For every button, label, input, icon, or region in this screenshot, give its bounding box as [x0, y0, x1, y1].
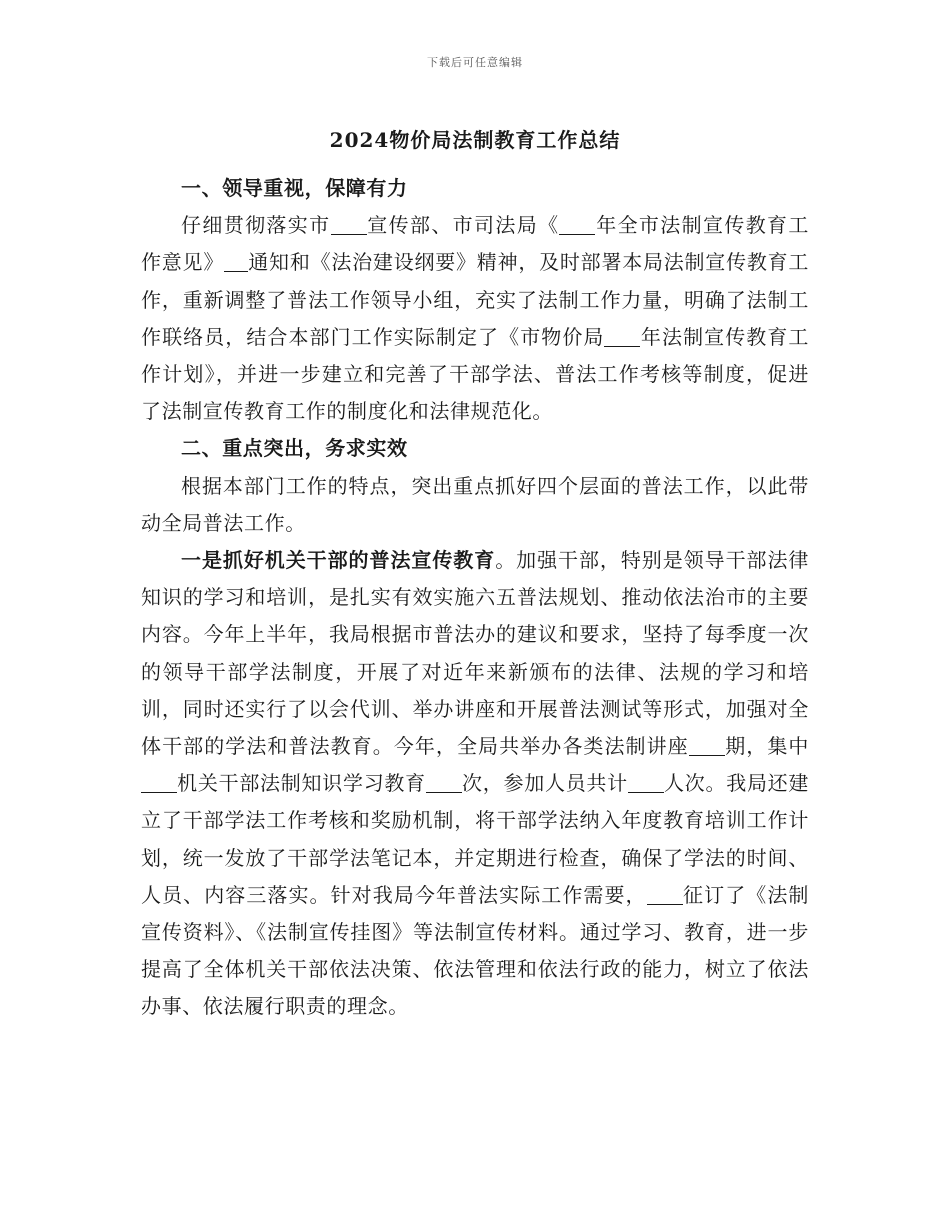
text-run: 通知和《法治建设纲要》精神，及时部署本局法制宣传教育工作，重新调整了普法工作领导小组，充实了法制工作力量，明确了法制工作联络员，结合本部门工作实际制定了《市物价局: [141, 250, 810, 349]
text-run: 年全市法制宣传教育工作意见》: [141, 213, 810, 275]
section-heading-1: 一、领导重视，保障有力: [181, 176, 408, 200]
fill-blank: [141, 772, 177, 793]
document-title: 2024物价局法制教育工作总结: [329, 128, 621, 152]
section-2-paragraph-2: [141, 542, 809, 1026]
fill-blank: [559, 214, 595, 235]
fill-blank: [689, 735, 725, 756]
header-note: 下载后可任意编辑: [427, 56, 523, 69]
text-run: 征订了《法制宣传资料》、《法制宣传挂图》等法制宣传材料。通过学习、教育，进一步提高了全体机关干部依法决策、依法管理和依法行政的能力，树立了依法办事、依法履行职责的理念。: [141, 882, 809, 1019]
text-run: 。加强干部，特别是领导干部法律知识的学习和培训，是扎实有效实施六五普法规划、推动依法治市的主要内容。今年上半年，我局根据市普法办的建议和要求，坚持了每季度一次的领导干部学法制度，开展了对近年来新颁布的法律、法规的学习和培训，同时还实行了以会代训、举办讲座和开展普法测试等形式，加强对全体干部的学法和普法教育。今年，全局共举办各类法制讲座: [141, 548, 810, 759]
text-run: 年法制宣传教育工作计划》，并进一步建立和完善了干部学法、普法工作考核等制度，促进了法制宣传教育工作的制度化和法律规范化。: [141, 324, 809, 424]
fill-blank: [628, 772, 664, 793]
text-run: 机关干部法制知识学习教育: [177, 771, 426, 796]
section-2-paragraph-1: 根据本部门工作的特点，突出重点抓好四个层面的普法工作，以此带动全局普法工作。: [141, 473, 809, 535]
text-run: 次，参加人员共计: [461, 771, 628, 796]
fill-blank: [647, 884, 683, 905]
section-1-paragraph-1: [141, 207, 809, 430]
text-run: 人次。我局还建立了干部学法工作考核和奖励机制，将干部学法纳入年度教育培训工作计划，统一发放了干部学法笔记本，并定期进行检查，确保了学法的时间、人员、内容三落实。针对我局今年普法实际工作需要，: [141, 771, 810, 907]
paragraph-lead: 一是抓好机关干部的普法宣传教育: [181, 548, 496, 573]
text-run: 仔细贯彻落实市: [181, 213, 331, 238]
section-heading-2: 二、重点突出，务求实效: [181, 436, 408, 461]
fill-blank: [426, 772, 462, 793]
document-body: [141, 170, 809, 1026]
text-run: 宣传部、市司法局《: [366, 213, 560, 238]
text-run: 期，集中: [724, 734, 809, 759]
fill-blank: [224, 251, 248, 272]
fill-blank: [604, 326, 640, 347]
fill-blank: [331, 214, 367, 235]
